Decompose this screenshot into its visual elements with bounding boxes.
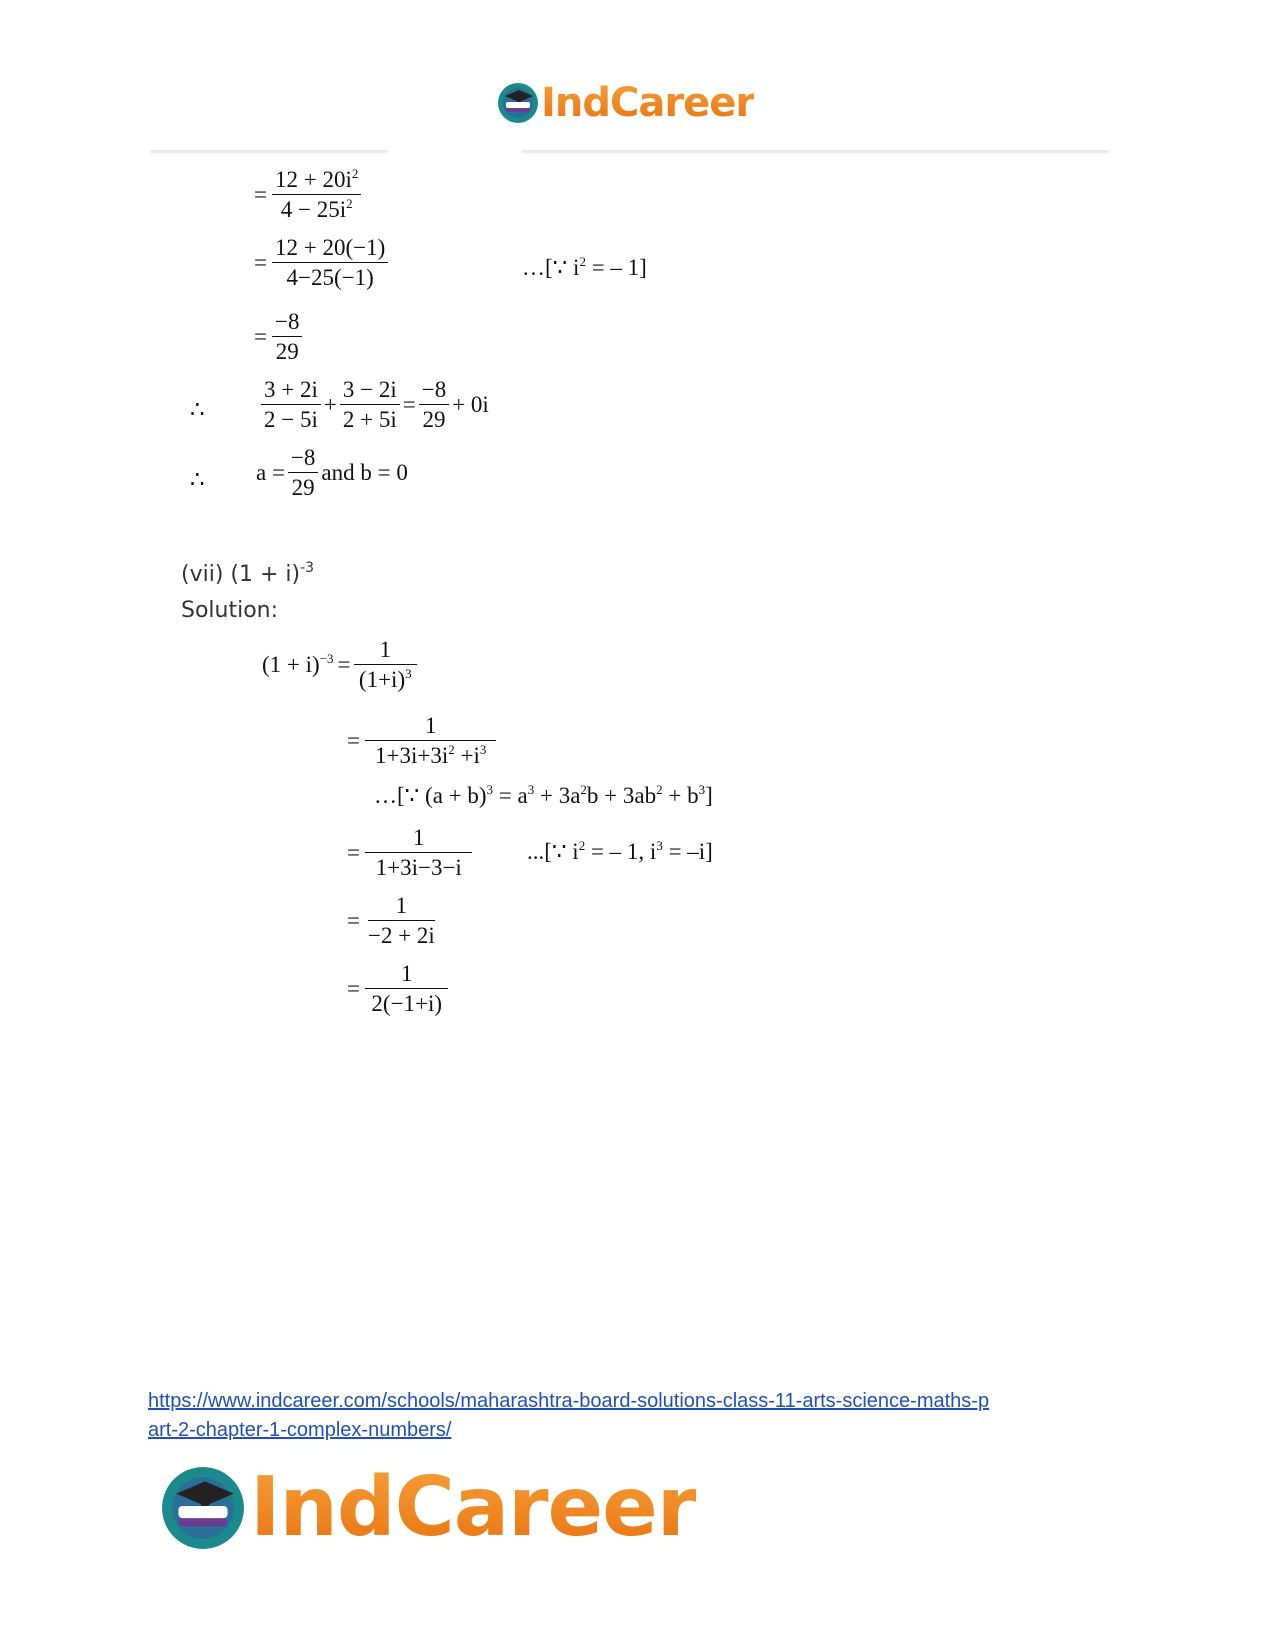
sol-line-3: = $\frac{1}{1+3i-3-i}$ — [347, 826, 475, 879]
eq-line-4: $\frac{3 + 2i}{2 - 5i}$ + $\frac{3 - 2i}{2 + 5i}$ = $\frac{-8}{29}$ + 0i — [258, 378, 489, 431]
eq-line-5: a = $\frac{-8}{29}$ and b = 0 — [256, 445, 408, 500]
solution-label: Solution: — [181, 598, 279, 623]
footer-url-link[interactable] — [148, 1387, 1128, 1445]
footer-url-line-1[interactable]: https://www.indcareer.com/schools/maharashtra-board-solutions-class-11-arts-science-maths-p — [148, 1390, 990, 1412]
footer-logo — [160, 1460, 696, 1555]
eq-line-3: = $\frac{-8}{29}$ — [254, 310, 305, 363]
eq-line-2: = $\frac{12 + 20(-1)}{4-25(-1)}$ — [254, 236, 391, 289]
sol-line-5: = $\frac{1}{2(-1+i)}$ — [347, 962, 451, 1015]
header-rule-right — [522, 150, 1109, 154]
sol-line-1: $(1 + i)^{-3}$ = $\frac{1}{(1+i)^3}$ — [262, 638, 420, 691]
therefore-symbol-2: ∴ — [190, 467, 205, 492]
logo-book-icon — [497, 82, 539, 124]
footer-url-line-2[interactable]: art-2-chapter-1-complex-numbers/ — [148, 1419, 452, 1441]
header-logo-text: IndCareer — [541, 80, 755, 126]
question-vii: (vii) $(1 + i)^{-3}$ — [181, 560, 315, 587]
therefore-symbol-1: ∴ — [190, 397, 205, 422]
eq-line-2-note: …[∵ $i^2$ = – 1] — [522, 254, 647, 280]
sol-line-4: = $\frac{1}{-2 + 2i}$ — [347, 893, 435, 948]
sol-line-2: = $\frac{1}{1+3i+3i^2 +i^3}$ — [347, 714, 499, 767]
header-logo — [497, 80, 754, 126]
sol-line-2-note: …[∵ $(a + b)^3 = a^3 + 3a^2b + 3ab^2 + b^3$] — [374, 782, 713, 808]
footer-logo-book-icon — [160, 1465, 246, 1551]
footer-logo-text: IndCareer — [250, 1460, 697, 1555]
sol-line-3-note: ...[∵ $i^2$ = – 1, $i^3 = -i$] — [527, 838, 713, 864]
eq-line-1: = $\frac{12 + 20i^2}{4 - 25i^2}$ — [254, 168, 364, 221]
header-rule-left — [150, 150, 388, 154]
